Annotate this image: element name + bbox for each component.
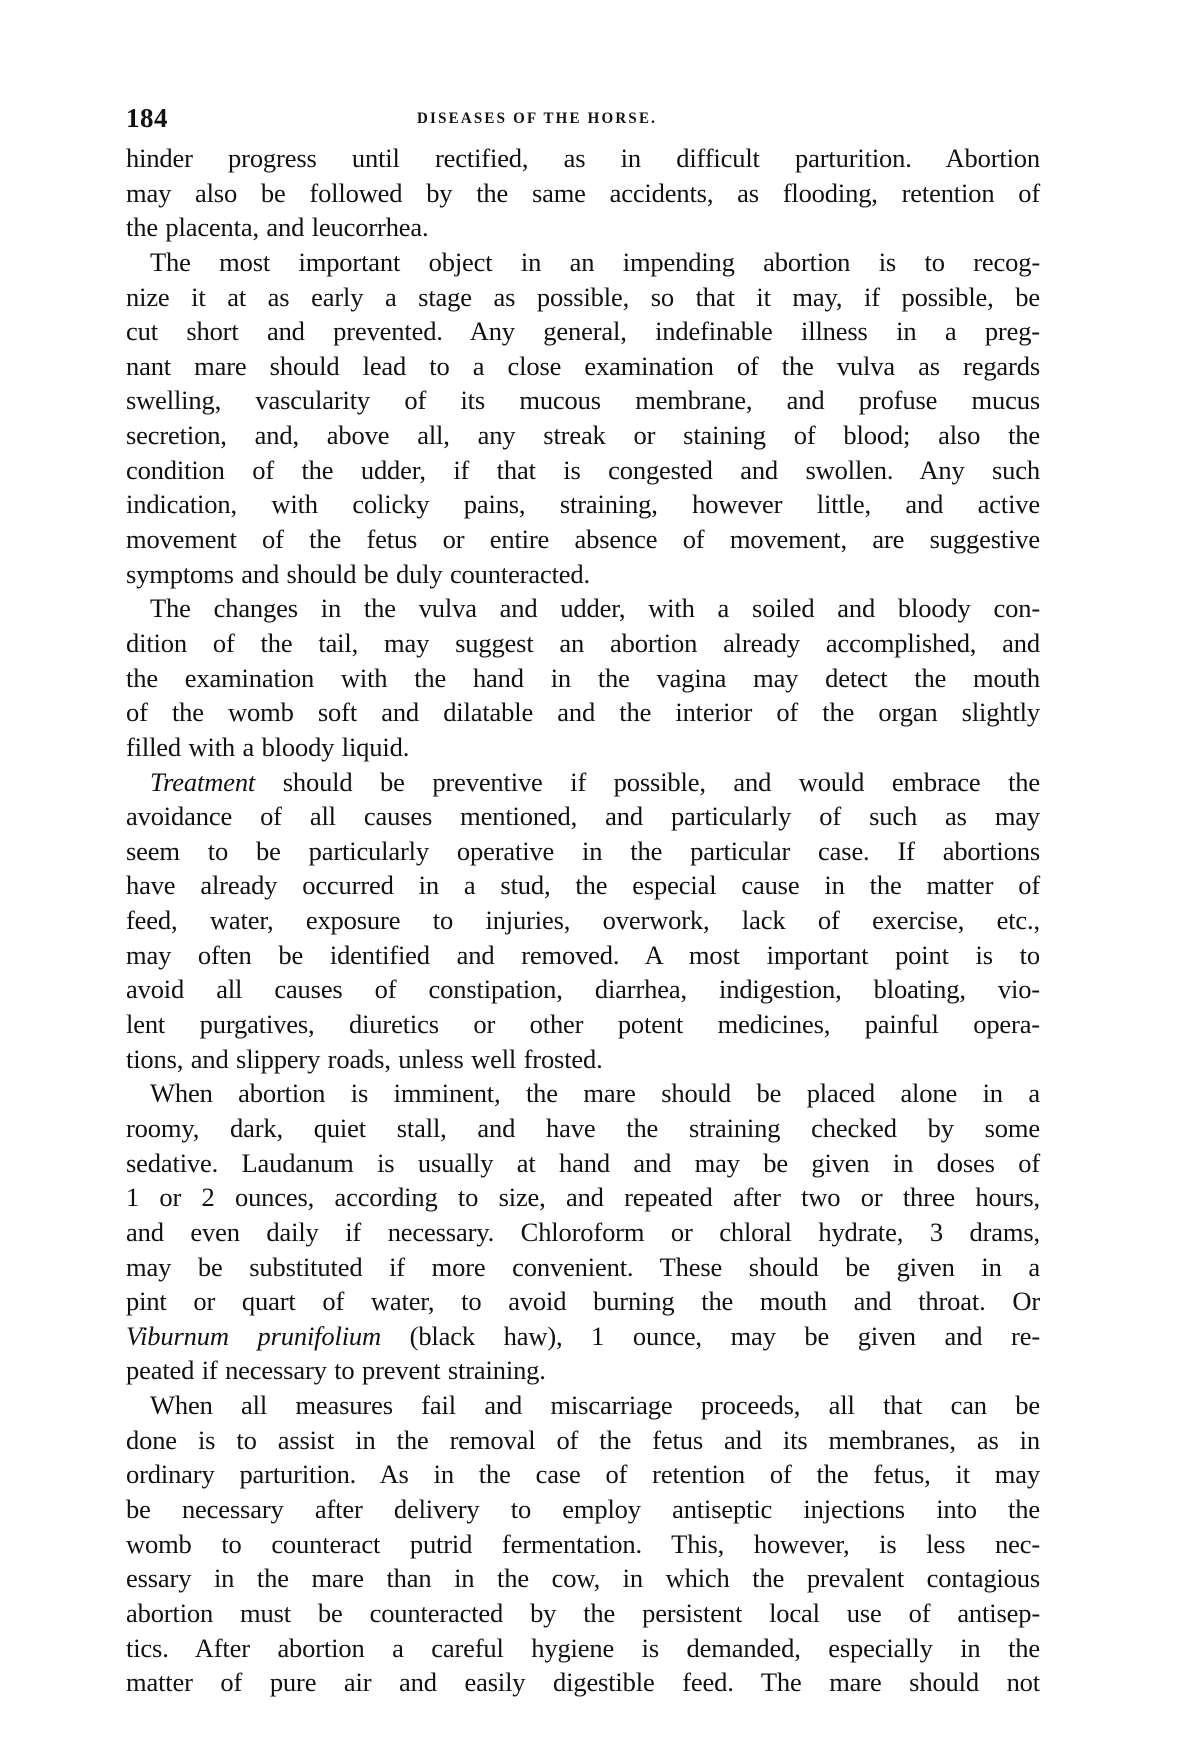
text-line: seem to be particularly operative in the particular case. If abortions bbox=[126, 835, 1040, 866]
text-line: peated if necessary to prevent straining. bbox=[126, 1355, 546, 1386]
text-line: may also be followed by the same accidents, as flooding, retention of bbox=[126, 177, 1040, 208]
text-line: be necessary after delivery to employ antiseptic injections into the bbox=[126, 1493, 1040, 1524]
text-line: done is to assist in the removal of the fetus and its membranes, as in bbox=[126, 1424, 1040, 1455]
text-line: womb to counteract putrid fermentation. This, however, is less nec- bbox=[126, 1528, 1040, 1559]
text-line: the examination with the hand in the vagina may detect the mouth bbox=[126, 662, 1040, 693]
paragraph bbox=[126, 245, 1040, 591]
text-line: lent purgatives, diuretics or other potent medicines, painful opera- bbox=[126, 1009, 1040, 1040]
text-line: swelling, vascularity of its mucous membrane, and profuse mucus bbox=[126, 385, 1040, 416]
text-line: may be substituted if more convenient. These should be given in a bbox=[126, 1251, 1040, 1282]
text-run: should be preventive if possible, and would embrace the bbox=[255, 766, 1040, 797]
text-line: secretion, and, above all, any streak or staining of blood; also the bbox=[126, 420, 1040, 451]
paragraph bbox=[126, 1388, 1040, 1700]
text-line: cut short and prevented. Any general, indefinable illness in a preg- bbox=[126, 316, 1040, 347]
paragraph-treatment bbox=[126, 765, 1040, 1077]
text-line: condition of the udder, if that is congested and swollen. Any such bbox=[126, 454, 1040, 485]
text-line: tions, and slippery roads, unless well frosted. bbox=[126, 1043, 603, 1074]
text-run: (black haw), 1 ounce, may be given and re- bbox=[381, 1320, 1040, 1351]
text-line: abortion must be counteracted by the persistent local use of antisep- bbox=[126, 1597, 1040, 1628]
text-line: avoid all causes of constipation, diarrhea, indigestion, bloating, vio- bbox=[126, 974, 1040, 1005]
paragraph bbox=[126, 141, 1040, 245]
text-line: of the womb soft and dilatable and the interior of the organ slightly bbox=[126, 697, 1040, 728]
text-line: The most important object in an impending abortion is to recog- bbox=[150, 246, 1040, 277]
italic-term: Treatment bbox=[150, 766, 256, 797]
text-line: roomy, dark, quiet stall, and have the straining checked by some bbox=[126, 1112, 1040, 1143]
text-line: indication, with colicky pains, straining, however little, and active bbox=[126, 489, 1040, 520]
text-line: and even daily if necessary. Chloroform or chloral hydrate, 3 drams, bbox=[126, 1216, 1040, 1247]
text-line: essary in the mare than in the cow, in which the prevalent contagious bbox=[126, 1563, 1040, 1594]
text-line bbox=[126, 1319, 1040, 1354]
text-line: sedative. Laudanum is usually at hand and may be given in doses of bbox=[126, 1147, 1040, 1178]
paragraph bbox=[126, 1076, 1040, 1388]
text-line: nize it at as early a stage as possible, so that it may, if possible, be bbox=[126, 281, 1040, 312]
text-line: ordinary parturition. As in the case of retention of the fetus, it may bbox=[126, 1459, 1040, 1490]
text-line: feed, water, exposure to injuries, overwork, lack of exercise, etc., bbox=[126, 905, 1040, 936]
text-line: When abortion is imminent, the mare should be placed alone in a bbox=[150, 1078, 1040, 1109]
text-line: tics. After abortion a careful hygiene is demanded, especially in the bbox=[126, 1632, 1040, 1663]
text-line: movement of the fetus or entire absence of movement, are suggestive bbox=[126, 524, 1040, 555]
text-line: 1 or 2 ounces, according to size, and repeated after two or three hours, bbox=[126, 1182, 1040, 1213]
text-line: nant mare should lead to a close examination of the vulva as regards bbox=[126, 350, 1040, 381]
page-number: 184 bbox=[126, 103, 168, 133]
text-line: may often be identified and removed. A most important point is to bbox=[126, 939, 1040, 970]
running-head bbox=[126, 103, 1040, 133]
text-line: The changes in the vulva and udder, with a soiled and bloody con- bbox=[150, 593, 1040, 624]
paragraph bbox=[126, 591, 1040, 764]
body-text bbox=[126, 141, 1040, 1700]
text-line: filled with a bloody liquid. bbox=[126, 731, 410, 762]
italic-term: Viburnum prunifolium bbox=[126, 1320, 381, 1351]
text-line: matter of pure air and easily digestible feed. The mare should not bbox=[126, 1667, 1040, 1698]
text-line: When all measures fail and miscarriage proceeds, all that can be bbox=[150, 1390, 1040, 1421]
text-line: the placenta, and leucorrhea. bbox=[126, 212, 429, 243]
running-head-title: DISEASES OF THE HORSE. bbox=[417, 110, 658, 128]
text-line: have already occurred in a stud, the especial cause in the matter of bbox=[126, 870, 1040, 901]
text-line: symptoms and should be duly counteracted. bbox=[126, 558, 590, 589]
text-line: avoidance of all causes mentioned, and particularly of such as may bbox=[126, 801, 1040, 832]
text-line: dition of the tail, may suggest an abortion already accomplished, and bbox=[126, 627, 1040, 658]
text-line bbox=[126, 765, 1040, 800]
text-line: pint or quart of water, to avoid burning the mouth and throat. Or bbox=[126, 1286, 1040, 1317]
text-line: hinder progress until rectified, as in difficult parturition. Abortion bbox=[126, 143, 1040, 173]
